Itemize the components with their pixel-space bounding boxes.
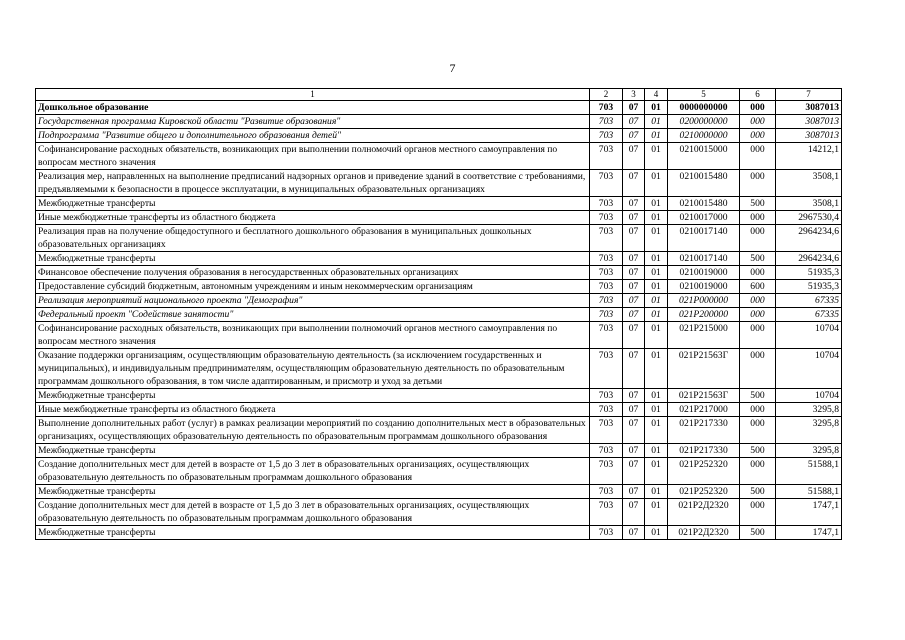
cell-col-5: 0210019000 <box>668 266 740 280</box>
cell-col-7: 14212,1 <box>776 143 842 170</box>
cell-col-2: 703 <box>590 225 623 252</box>
cell-col-4: 01 <box>645 322 668 349</box>
cell-col-3: 07 <box>623 444 645 458</box>
page-number: 7 <box>449 61 456 75</box>
cell-col-6: 000 <box>740 115 776 129</box>
cell-col-5: 0210017000 <box>668 211 740 225</box>
table-body <box>36 89 842 540</box>
row-name-cell: Реализация мер, направленных на выполнение предписаний надзорных органов и приведение зданий в соответствие с требованиями, предъявляемыми к безопасности в процессе эксплуатации, в муниципальных образовательных организациях <box>36 170 590 197</box>
table-row <box>36 444 842 458</box>
table-row <box>36 308 842 322</box>
row-name-cell: Финансовое обеспечение получения образования в негосударственных образовательных организациях <box>36 266 590 280</box>
cell-col-5: 0210019000 <box>668 280 740 294</box>
row-name-cell: Оказание поддержки организациям, осуществляющим образовательную деятельность (за исключением государственных и муниципальных), и индивидуальным предпринимателям, осуществляющим образовательную деятельность по образовательным программам дошкольного образования, в том числе адаптированным, и присмотр и уход за детьми <box>36 349 590 389</box>
cell-col-7: 67335 <box>776 308 842 322</box>
cell-col-7: 3087013 <box>776 129 842 143</box>
cell-col-4: 01 <box>645 129 668 143</box>
row-name-cell: Иные межбюджетные трансферты из областного бюджета <box>36 403 590 417</box>
cell-col-3: 07 <box>623 403 645 417</box>
cell-col-3: 07 <box>623 526 645 540</box>
row-name-cell: Софинансирование расходных обязательств, возникающих при выполнении полномочий органов местного самоуправления по вопросам местного значения <box>36 143 590 170</box>
cell-col-3: 07 <box>623 225 645 252</box>
table-row <box>36 225 842 252</box>
cell-col-4: 01 <box>645 308 668 322</box>
cell-col-7: 3087013 <box>776 115 842 129</box>
cell-col-3: 07 <box>623 308 645 322</box>
cell-col-5: 021P2Д2320 <box>668 526 740 540</box>
cell-col-6: 000 <box>740 266 776 280</box>
cell-col-5: 021P217330 <box>668 417 740 444</box>
table-row <box>36 322 842 349</box>
cell-col-4: 01 <box>645 115 668 129</box>
table-row <box>36 115 842 129</box>
row-name-cell: Межбюджетные трансферты <box>36 526 590 540</box>
table-row <box>36 458 842 485</box>
header-cell: 2 <box>590 89 623 101</box>
cell-col-4: 01 <box>645 143 668 170</box>
cell-col-3: 07 <box>623 143 645 170</box>
cell-col-4: 01 <box>645 526 668 540</box>
cell-col-7: 3295,8 <box>776 403 842 417</box>
row-name-cell: Выполнение дополнительных работ (услуг) в рамках реализации мероприятий по созданию дополнительных мест в образовательных организациях, осуществляющих образовательную деятельность по образовательным программам дошкольного образования <box>36 417 590 444</box>
cell-col-4: 01 <box>645 485 668 499</box>
table-row <box>36 403 842 417</box>
cell-col-3: 07 <box>623 322 645 349</box>
cell-col-6: 000 <box>740 294 776 308</box>
cell-col-4: 01 <box>645 266 668 280</box>
cell-col-4: 01 <box>645 225 668 252</box>
cell-col-7: 1747,1 <box>776 526 842 540</box>
cell-col-6: 500 <box>740 526 776 540</box>
cell-col-3: 07 <box>623 389 645 403</box>
header-cell: 5 <box>668 89 740 101</box>
row-name-cell: Предоставление субсидий бюджетным, автономным учреждениям и иным некоммерческим организациям <box>36 280 590 294</box>
table-row <box>36 197 842 211</box>
cell-col-2: 703 <box>590 252 623 266</box>
cell-col-2: 703 <box>590 129 623 143</box>
header-cell: 1 <box>36 89 590 101</box>
cell-col-4: 01 <box>645 389 668 403</box>
cell-col-2: 703 <box>590 115 623 129</box>
cell-col-7: 1747,1 <box>776 499 842 526</box>
cell-col-6: 000 <box>740 143 776 170</box>
cell-col-6: 500 <box>740 389 776 403</box>
cell-col-3: 07 <box>623 115 645 129</box>
cell-col-6: 000 <box>740 308 776 322</box>
cell-col-7: 51935,3 <box>776 280 842 294</box>
cell-col-3: 07 <box>623 499 645 526</box>
cell-col-7: 51935,3 <box>776 266 842 280</box>
table-row <box>36 485 842 499</box>
cell-col-2: 703 <box>590 170 623 197</box>
cell-col-3: 07 <box>623 197 645 211</box>
cell-col-4: 01 <box>645 294 668 308</box>
cell-col-7: 2964234,6 <box>776 252 842 266</box>
cell-col-2: 703 <box>590 417 623 444</box>
row-name-cell: Иные межбюджетные трансферты из областного бюджета <box>36 211 590 225</box>
cell-col-7: 3508,1 <box>776 170 842 197</box>
cell-col-5: 0210015480 <box>668 197 740 211</box>
cell-col-4: 01 <box>645 280 668 294</box>
row-name-cell: Создание дополнительных мест для детей в возрасте от 1,5 до 3 лет в образовательных организациях, осуществляющих образовательную деятельность по образовательным программам дошкольного образования <box>36 458 590 485</box>
table-header-row <box>36 89 842 101</box>
row-name-cell: Подпрограмма "Развитие общего и дополнительного образования детей" <box>36 129 590 143</box>
cell-col-5: 0210000000 <box>668 129 740 143</box>
cell-col-2: 703 <box>590 485 623 499</box>
table-row <box>36 266 842 280</box>
cell-col-2: 703 <box>590 101 623 115</box>
cell-col-7: 2967530,4 <box>776 211 842 225</box>
cell-col-5: 0210017140 <box>668 252 740 266</box>
cell-col-4: 01 <box>645 499 668 526</box>
row-name-cell: Реализация прав на получение общедоступного и бесплатного дошкольного образования в муниципальных дошкольных образовательных организациях <box>36 225 590 252</box>
row-name-cell: Межбюджетные трансферты <box>36 485 590 499</box>
cell-col-2: 703 <box>590 211 623 225</box>
row-name-cell: Федеральный проект "Содействие занятости" <box>36 308 590 322</box>
cell-col-2: 703 <box>590 294 623 308</box>
cell-col-4: 01 <box>645 458 668 485</box>
cell-col-7: 67335 <box>776 294 842 308</box>
cell-col-6: 000 <box>740 322 776 349</box>
cell-col-2: 703 <box>590 444 623 458</box>
cell-col-7: 2964234,6 <box>776 225 842 252</box>
cell-col-6: 000 <box>740 499 776 526</box>
cell-col-6: 000 <box>740 403 776 417</box>
cell-col-6: 000 <box>740 458 776 485</box>
cell-col-5: 0210015480 <box>668 170 740 197</box>
row-name-cell: Межбюджетные трансферты <box>36 389 590 403</box>
cell-col-6: 500 <box>740 252 776 266</box>
cell-col-2: 703 <box>590 143 623 170</box>
row-name-cell: Создание дополнительных мест для детей в возрасте от 1,5 до 3 лет в образовательных организациях, осуществляющих образовательную деятельность по образовательным программам дошкольного образования <box>36 499 590 526</box>
cell-col-6: 000 <box>740 349 776 389</box>
table-row <box>36 252 842 266</box>
cell-col-4: 01 <box>645 197 668 211</box>
cell-col-2: 703 <box>590 499 623 526</box>
cell-col-5: 021P2Д2320 <box>668 499 740 526</box>
row-name-cell: Софинансирование расходных обязательств, возникающих при выполнении полномочий органов местного самоуправления по вопросам местного значения <box>36 322 590 349</box>
table-row <box>36 526 842 540</box>
header-cell: 4 <box>645 89 668 101</box>
cell-col-2: 703 <box>590 266 623 280</box>
cell-col-2: 703 <box>590 197 623 211</box>
cell-col-6: 600 <box>740 280 776 294</box>
cell-col-4: 01 <box>645 211 668 225</box>
cell-col-4: 01 <box>645 444 668 458</box>
cell-col-3: 07 <box>623 417 645 444</box>
header-cell: 6 <box>740 89 776 101</box>
cell-col-6: 000 <box>740 170 776 197</box>
table-row <box>36 211 842 225</box>
table-row <box>36 143 842 170</box>
cell-col-2: 703 <box>590 308 623 322</box>
row-name-cell: Реализация мероприятий национального проекта "Демография" <box>36 294 590 308</box>
cell-col-6: 000 <box>740 225 776 252</box>
table-row <box>36 417 842 444</box>
budget-table <box>35 88 842 540</box>
cell-col-7: 10704 <box>776 322 842 349</box>
cell-col-6: 500 <box>740 444 776 458</box>
cell-col-3: 07 <box>623 294 645 308</box>
header-cell: 3 <box>623 89 645 101</box>
table-row <box>36 499 842 526</box>
cell-col-5: 021P000000 <box>668 294 740 308</box>
cell-col-3: 07 <box>623 349 645 389</box>
cell-col-4: 01 <box>645 403 668 417</box>
cell-col-7: 3295,8 <box>776 417 842 444</box>
cell-col-5: 021P252320 <box>668 485 740 499</box>
cell-col-3: 07 <box>623 266 645 280</box>
cell-col-4: 01 <box>645 417 668 444</box>
cell-col-2: 703 <box>590 349 623 389</box>
cell-col-5: 0210017140 <box>668 225 740 252</box>
table-row <box>36 129 842 143</box>
cell-col-7: 3295,8 <box>776 444 842 458</box>
cell-col-7: 10704 <box>776 349 842 389</box>
cell-col-2: 703 <box>590 322 623 349</box>
row-name-cell: Дошкольное образование <box>36 101 590 115</box>
cell-col-3: 07 <box>623 129 645 143</box>
cell-col-3: 07 <box>623 170 645 197</box>
cell-col-3: 07 <box>623 458 645 485</box>
cell-col-6: 000 <box>740 417 776 444</box>
cell-col-6: 500 <box>740 485 776 499</box>
cell-col-5: 021P252320 <box>668 458 740 485</box>
header-cell: 7 <box>776 89 842 101</box>
cell-col-5: 021P200000 <box>668 308 740 322</box>
row-name-cell: Межбюджетные трансферты <box>36 252 590 266</box>
cell-col-5: 0200000000 <box>668 115 740 129</box>
table-row <box>36 101 842 115</box>
cell-col-5: 021P215000 <box>668 322 740 349</box>
row-name-cell: Государственная программа Кировской области "Развитие образования" <box>36 115 590 129</box>
cell-col-5: 0210015000 <box>668 143 740 170</box>
cell-col-5: 0000000000 <box>668 101 740 115</box>
cell-col-5: 021P217330 <box>668 444 740 458</box>
row-name-cell: Межбюджетные трансферты <box>36 444 590 458</box>
cell-col-2: 703 <box>590 389 623 403</box>
cell-col-7: 3087013 <box>776 101 842 115</box>
cell-col-4: 01 <box>645 101 668 115</box>
cell-col-6: 000 <box>740 211 776 225</box>
cell-col-4: 01 <box>645 349 668 389</box>
cell-col-2: 703 <box>590 458 623 485</box>
cell-col-2: 703 <box>590 403 623 417</box>
cell-col-3: 07 <box>623 280 645 294</box>
cell-col-5: 021P21563Г <box>668 389 740 403</box>
table-row <box>36 280 842 294</box>
cell-col-6: 500 <box>740 197 776 211</box>
cell-col-6: 000 <box>740 129 776 143</box>
cell-col-2: 703 <box>590 280 623 294</box>
cell-col-3: 07 <box>623 252 645 266</box>
cell-col-7: 3508,1 <box>776 197 842 211</box>
cell-col-7: 10704 <box>776 389 842 403</box>
table-row <box>36 349 842 389</box>
cell-col-6: 000 <box>740 101 776 115</box>
table-row <box>36 294 842 308</box>
cell-col-3: 07 <box>623 211 645 225</box>
cell-col-3: 07 <box>623 101 645 115</box>
cell-col-4: 01 <box>645 170 668 197</box>
cell-col-5: 021P217000 <box>668 403 740 417</box>
table-row <box>36 170 842 197</box>
table-row <box>36 389 842 403</box>
row-name-cell: Межбюджетные трансферты <box>36 197 590 211</box>
cell-col-3: 07 <box>623 485 645 499</box>
cell-col-4: 01 <box>645 252 668 266</box>
cell-col-2: 703 <box>590 526 623 540</box>
cell-col-7: 51588,1 <box>776 485 842 499</box>
cell-col-7: 51588,1 <box>776 458 842 485</box>
cell-col-5: 021P21563Г <box>668 349 740 389</box>
